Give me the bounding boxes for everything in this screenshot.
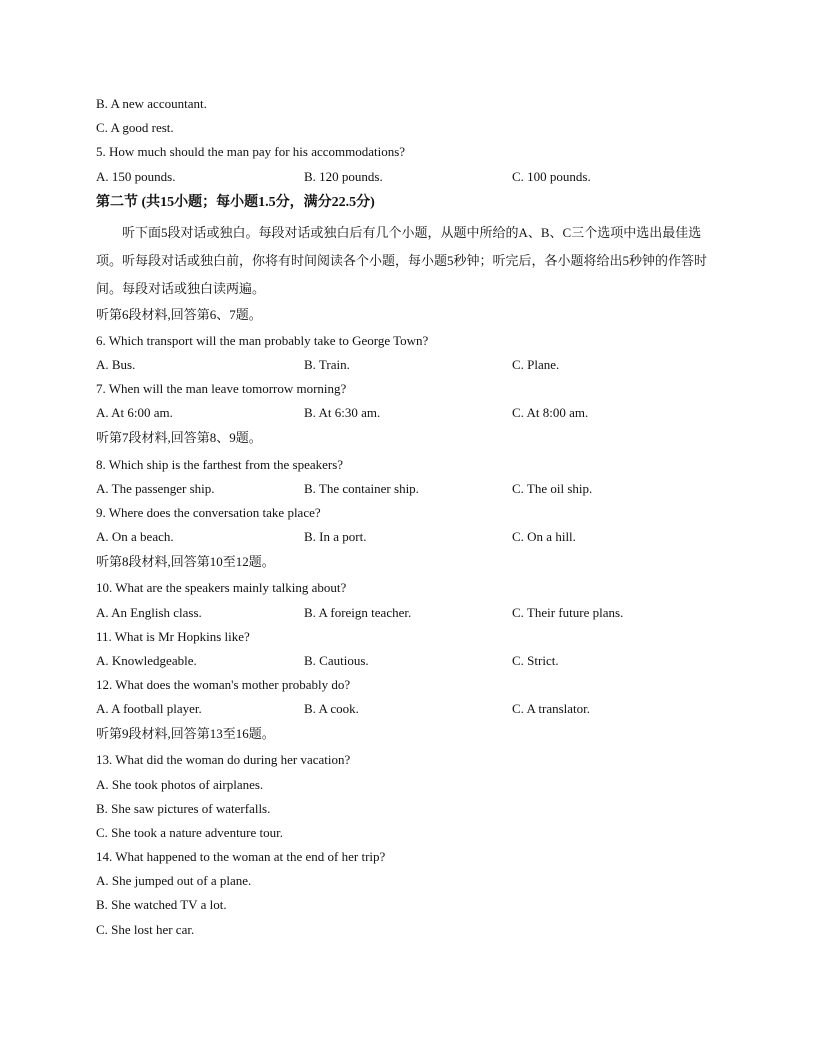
q7-option-c: C. At 8:00 am. — [512, 405, 589, 420]
material-8-header: 听第8段材料,回答第10至12题。 — [96, 554, 275, 569]
q11-option-c: C. Strict. — [512, 653, 559, 668]
option-line: C. A good rest. — [96, 120, 174, 135]
material-7-header: 听第7段材料,回答第8、9题。 — [96, 430, 262, 445]
q6-option-b: B. Train. — [304, 357, 350, 372]
q13-option-c: C. She took a nature adventure tour. — [96, 825, 284, 840]
q12-option-c: C. A translator. — [512, 701, 590, 716]
question-8: 8. Which ship is the farthest from the speakers? — [96, 457, 344, 472]
q5-option-a: A. 150 pounds. — [96, 169, 176, 184]
question-6: 6. Which transport will the man probably take to George Town? — [96, 333, 429, 348]
q12-option-a: A. A football player. — [96, 701, 202, 716]
q5-option-c: C. 100 pounds. — [512, 169, 591, 184]
q14-option-a: A. She jumped out of a plane. — [96, 873, 252, 888]
q10-option-c: C. Their future plans. — [512, 605, 624, 620]
question-10: 10. What are the speakers mainly talking about? — [96, 580, 347, 595]
question-9: 9. Where does the conversation take place? — [96, 505, 321, 520]
material-6-header: 听第6段材料,回答第6、7题。 — [96, 307, 262, 322]
q6-option-a: A. Bus. — [96, 357, 136, 372]
question-12: 12. What does the woman's mother probably do? — [96, 677, 351, 692]
q5-option-b: B. 120 pounds. — [304, 169, 383, 184]
q10-option-a: A. An English class. — [96, 605, 202, 620]
q8-option-a: A. The passenger ship. — [96, 481, 215, 496]
question-11: 11. What is Mr Hopkins like? — [96, 629, 250, 644]
material-9-header: 听第9段材料,回答第13至16题。 — [96, 726, 275, 741]
q8-option-b: B. The container ship. — [304, 481, 419, 496]
q6-option-c: C. Plane. — [512, 357, 560, 372]
q13-option-a: A. She took photos of airplanes. — [96, 777, 264, 792]
q11-option-a: A. Knowledgeable. — [96, 653, 197, 668]
q9-option-c: C. On a hill. — [512, 529, 576, 544]
q7-option-b: B. At 6:30 am. — [304, 405, 381, 420]
q7-option-a: A. At 6:00 am. — [96, 405, 173, 420]
q12-option-b: B. A cook. — [304, 701, 359, 716]
question-7: 7. When will the man leave tomorrow morning? — [96, 381, 347, 396]
question-5: 5. How much should the man pay for his accommodations? — [96, 144, 406, 159]
q11-option-b: B. Cautious. — [304, 653, 369, 668]
option-line: B. A new accountant. — [96, 96, 207, 111]
q14-option-b: B. She watched TV a lot. — [96, 897, 227, 912]
q14-option-c: C. She lost her car. — [96, 922, 195, 937]
section-2-heading: 第二节 (共15小题；每小题1.5分，满分22.5分) — [96, 195, 375, 210]
question-13: 13. What did the woman do during her vacation? — [96, 752, 351, 767]
q10-option-b: B. A foreign teacher. — [304, 605, 412, 620]
q8-option-c: C. The oil ship. — [512, 481, 593, 496]
question-14: 14. What happened to the woman at the end of her trip? — [96, 849, 386, 864]
q9-option-a: A. On a beach. — [96, 529, 174, 544]
q13-option-b: B. She saw pictures of waterfalls. — [96, 801, 271, 816]
q9-option-b: B. In a port. — [304, 529, 367, 544]
section-2-instructions: 听下面5段对话或独白。每段对话或独白后有几个小题，从题中所给的A、B、C三个选项中选出最佳选项。听每段对话或独白前，你将有时间阅读各个小题，每小题5秒钟；听完后，各小题将给出5秒钟的作答时间。每段对话或独白读两遍。 — [96, 225, 708, 296]
